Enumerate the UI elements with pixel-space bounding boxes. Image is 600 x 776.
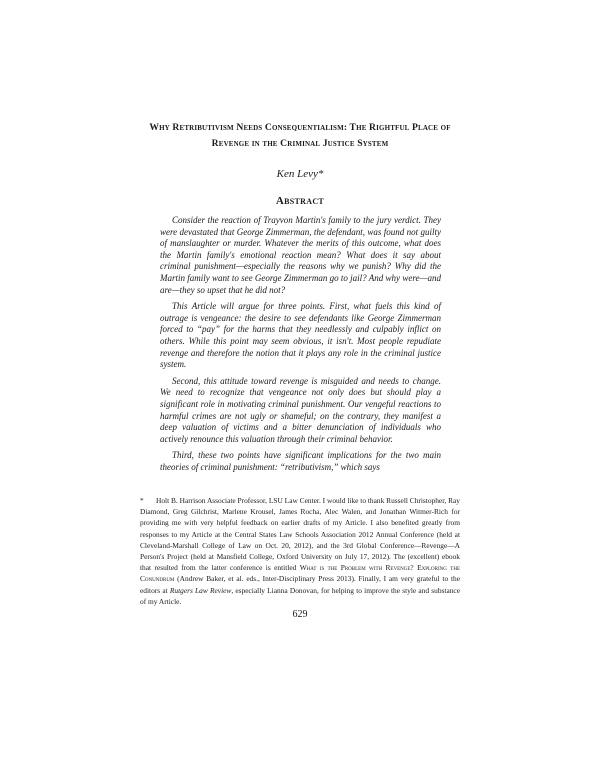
author-footnote	[140, 495, 460, 607]
abstract-paragraph-2: This Article will argue for three points. First, what fuels this kind of outrage is vengeance: the desire to see defendants like George Zimmerman forced to “pay” for the harms that they needlessly and culpably inflict on others. While this point may seem obvious, it isn't. Most people repudiate revenge and therefore the notion that it plays any role in the criminal justice system.	[160, 301, 441, 370]
abstract-paragraph-4: Third, these two points have significant implications for the two main theories of criminal punishment: “retributivism,” which says	[160, 450, 441, 472]
author-name: Ken Levy*	[276, 168, 324, 180]
abstract-heading: Abstract	[275, 195, 325, 207]
footnote-journal-name: Rutgers Law Review	[169, 585, 232, 595]
footnote-text-part-3: , especially Lianna Donovan, for helping to improve the style and substance of my Article.	[140, 585, 460, 606]
footnote-marker: *	[140, 496, 144, 505]
footnote-text-part-1: Holt B. Harrison Associate Professor, LSU Law Center. I would like to thank Russell Christopher, Ray Diamond, Greg Gilchrist, Marlene Krousel, James Rocha, Alec Walen, and Jonathan Witmer-Rich for providing me with very helpful feedback on earlier drafts of my Article. I also benefited greatly from responses to my Article at the Central States Law Schools Association 2012 Annual Conference (held at Cleveland-Marshall College of Law on Oct. 20, 2012), and the 3rd Global Conference—Revenge—A Person's Project (held at Mansfield College, Oxford University on July 17, 2012). The (excellent) ebook that resulted from the latter conference is entitled	[140, 496, 460, 573]
abstract-paragraph-3: Second, this attitude toward revenge is misguided and needs to change. We need to recognize that vengeance not only does but should play a significant role in motivating criminal punishment. Our vengeful reactions to harmful crimes are not ugly or shameful; on the contrary, they manifest a deep valuation of victims and a bitter denunciation of individuals who actively renounce this valuation through their criminal behavior.	[160, 375, 441, 444]
article-title: Why Retributivism Needs Consequentialism: The Rightful Place of Revenge in the Criminal Justice System	[149, 122, 451, 149]
footnote-book-title: What is the Problem with Revenge? Exploring the Conundrum	[140, 563, 460, 584]
abstract-paragraph-1: Consider the reaction of Trayvon Martin's family to the jury verdict. They were devastated that George Zimmerman, the defendant, was found not guilty of manslaughter or murder. Whatever the merits of this outcome, what does the Martin family's emotional reaction mean? What does it say about criminal punishment—especially the reasons why we punish? Why did the Martin family want to see George Zimmerman go to jail? And why were—and are—they so upset that he did not?	[160, 215, 441, 295]
page-number: 629	[292, 609, 308, 620]
footnote-text-part-2: (Andrew Baker, et al. eds., Inter-Disciplinary Press 2013). Finally, I am very grateful to the editors at	[140, 574, 460, 595]
abstract-body	[160, 215, 441, 478]
